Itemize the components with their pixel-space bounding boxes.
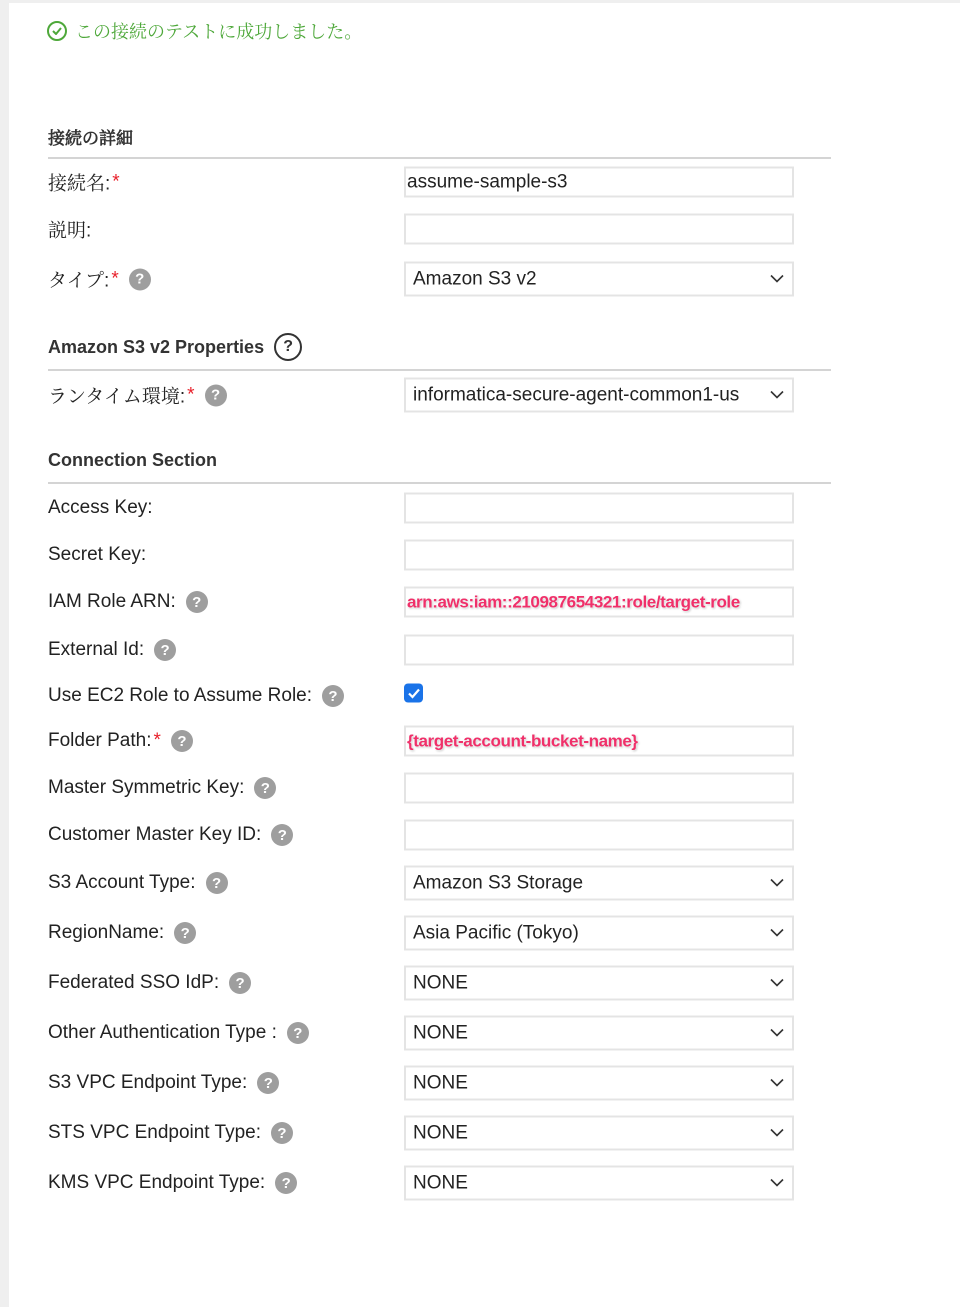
region-label: RegionName: [48, 922, 165, 943]
region-select[interactable] [404, 916, 794, 951]
iam-role-input[interactable]: arn:aws:iam::210987654321:role/target-role [404, 587, 794, 618]
type-select[interactable] [404, 262, 794, 297]
row-access-key [48, 491, 795, 525]
select-value: Amazon S3 Storage [413, 872, 584, 893]
chevron-down-icon [770, 275, 784, 284]
chevron-down-icon [770, 929, 784, 938]
help-icon[interactable]: ? [271, 1122, 293, 1144]
other-auth-label: Other Authentication Type : [48, 1022, 277, 1043]
row-iam-role [48, 585, 795, 619]
chevron-down-icon [770, 1079, 784, 1088]
external-id-input[interactable] [404, 635, 794, 666]
select-value: NONE [413, 1072, 468, 1093]
description-label: 説明: [48, 220, 92, 242]
help-icon[interactable]: ? [322, 685, 344, 707]
runtime-select[interactable] [404, 378, 794, 413]
section-connection-heading: Connection Section [48, 450, 218, 470]
chevron-down-icon [770, 1029, 784, 1038]
help-icon[interactable]: ? [274, 333, 302, 361]
connection-panel [9, 3, 960, 1307]
help-icon[interactable]: ? [206, 872, 228, 894]
other-auth-select[interactable] [404, 1016, 794, 1051]
divider [48, 157, 831, 159]
s3-vpc-select[interactable] [404, 1066, 794, 1101]
chevron-down-icon [770, 391, 784, 400]
checkmark-icon [408, 688, 420, 698]
access-key-label: Access Key: [48, 497, 153, 518]
select-value: NONE [413, 972, 468, 993]
help-icon[interactable]: ? [205, 384, 227, 406]
help-icon[interactable]: ? [154, 639, 176, 661]
row-type [48, 262, 795, 296]
s3-account-type-label: S3 Account Type: [48, 872, 196, 893]
row-external-id [48, 633, 795, 667]
secret-key-label: Secret Key: [48, 544, 147, 565]
folder-path-label: Folder Path: [48, 730, 152, 751]
row-use-ec2-role [48, 679, 795, 713]
help-icon[interactable]: ? [174, 922, 196, 944]
row-master-key [48, 771, 795, 805]
success-text: この接続のテストに成功しました。 [75, 22, 363, 42]
sts-vpc-select[interactable] [404, 1116, 794, 1151]
check-circle-icon [47, 21, 67, 41]
row-region [48, 916, 795, 950]
section-properties-heading [48, 333, 302, 361]
access-key-input[interactable] [404, 493, 794, 524]
help-icon[interactable]: ? [186, 591, 208, 613]
s3-vpc-label: S3 VPC Endpoint Type: [48, 1072, 248, 1093]
row-sts-vpc [48, 1116, 795, 1150]
row-kms-vpc [48, 1166, 795, 1200]
type-label: タイプ: [48, 270, 110, 292]
select-value: NONE [413, 1172, 468, 1193]
row-sso [48, 966, 795, 1000]
help-icon[interactable]: ? [257, 1072, 279, 1094]
required-mark: * [112, 171, 120, 192]
type-value: Amazon S3 v2 [413, 268, 537, 289]
folder-path-input[interactable]: {target-account-bucket-name} [404, 726, 794, 757]
use-ec2-role-checkbox[interactable] [404, 684, 423, 703]
success-message [47, 18, 362, 44]
row-s3-vpc [48, 1066, 795, 1100]
select-value: Asia Pacific (Tokyo) [413, 922, 579, 943]
help-icon[interactable]: ? [254, 777, 276, 799]
properties-title: Amazon S3 v2 Properties [48, 336, 265, 357]
row-runtime [48, 378, 795, 412]
chevron-down-icon [770, 1179, 784, 1188]
row-name [48, 165, 795, 199]
help-icon[interactable]: ? [129, 268, 151, 290]
name-input[interactable]: assume-sample-s3 [404, 167, 794, 198]
row-s3-account-type [48, 866, 795, 900]
runtime-label: ランタイム環境: [48, 386, 186, 408]
help-icon[interactable]: ? [171, 730, 193, 752]
required-mark: * [187, 384, 195, 405]
name-label: 接続名: [48, 173, 111, 195]
help-icon[interactable]: ? [271, 824, 293, 846]
help-icon[interactable]: ? [275, 1172, 297, 1194]
select-value: NONE [413, 1022, 468, 1043]
customer-key-label: Customer Master Key ID: [48, 824, 262, 845]
row-description [48, 212, 795, 246]
chevron-down-icon [770, 1129, 784, 1138]
customer-key-input[interactable] [404, 820, 794, 851]
row-customer-key [48, 818, 795, 852]
iam-role-label: IAM Role ARN: [48, 591, 176, 612]
section-details-heading: 接続の詳細 [48, 129, 133, 148]
row-other-auth [48, 1016, 795, 1050]
sso-select[interactable] [404, 966, 794, 1001]
kms-vpc-label: KMS VPC Endpoint Type: [48, 1172, 266, 1193]
external-id-label: External Id: [48, 639, 145, 660]
help-icon[interactable]: ? [229, 972, 251, 994]
description-input[interactable] [404, 214, 794, 245]
master-key-label: Master Symmetric Key: [48, 777, 245, 798]
divider [48, 482, 831, 484]
required-mark: * [153, 730, 161, 751]
secret-key-input[interactable] [404, 540, 794, 571]
master-key-input[interactable] [404, 773, 794, 804]
runtime-value: informatica-secure-agent-common1-us [413, 384, 740, 405]
s3-account-type-select[interactable] [404, 866, 794, 901]
divider [48, 369, 831, 371]
kms-vpc-select[interactable] [404, 1166, 794, 1201]
row-folder-path [48, 724, 795, 758]
use-ec2-role-label: Use EC2 Role to Assume Role: [48, 685, 313, 706]
row-secret-key [48, 538, 795, 572]
required-mark: * [111, 268, 119, 289]
sso-label: Federated SSO IdP: [48, 972, 220, 993]
chevron-down-icon [770, 979, 784, 988]
select-value: NONE [413, 1122, 468, 1143]
sts-vpc-label: STS VPC Endpoint Type: [48, 1122, 261, 1143]
help-icon[interactable]: ? [287, 1022, 309, 1044]
chevron-down-icon [770, 879, 784, 888]
